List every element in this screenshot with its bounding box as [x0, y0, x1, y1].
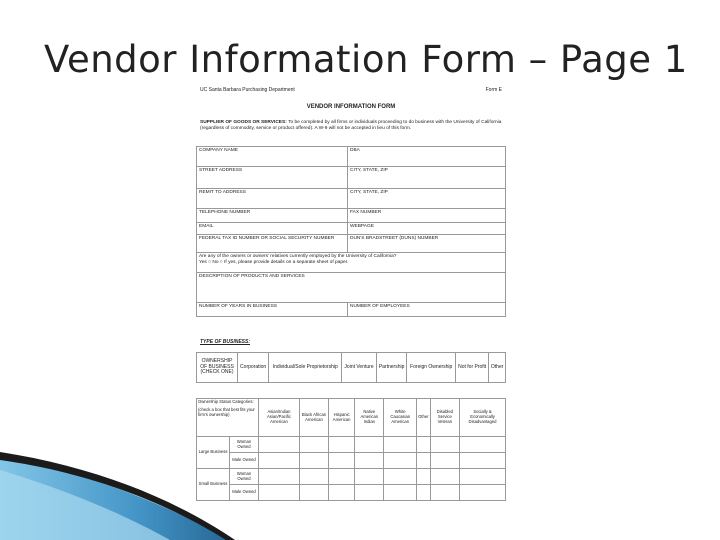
status-col-asian: Asian/Indian Asian/Pacific American: [259, 399, 300, 437]
header-form-id: Form E: [485, 87, 502, 93]
owners-answer-options[interactable]: Yes ○ No ○ If yes, please provide details on a separate sheet of paper.: [199, 259, 349, 265]
small-woman-owned: Woman Owned: [230, 469, 259, 485]
description-field[interactable]: DESCRIPTION OF PRODUCTS AND SERVICES: [197, 273, 506, 303]
street-address-field[interactable]: STREET ADDRESS: [197, 167, 348, 189]
owners-question-text: Are any of the owners or owners' relatives currently employed by the University of California?: [199, 254, 397, 259]
status-col-hispanic: Hispanic American: [328, 399, 354, 437]
duns-field[interactable]: DUN'S BRADSTREET (DUNS) NUMBER: [348, 235, 506, 253]
large-business-label: Large Business: [197, 437, 230, 469]
ownership-option-foreign[interactable]: Foreign Ownership: [407, 353, 456, 383]
status-col-disabled-veteran: Disabled Service Veteran: [430, 399, 459, 437]
email-field[interactable]: EMAIL: [197, 223, 348, 235]
years-in-business-field[interactable]: NUMBER OF YEARS IN BUSINESS: [197, 303, 348, 317]
ownership-option-other[interactable]: Other: [489, 353, 506, 383]
slide-title: Vendor Information Form – Page 1: [44, 38, 688, 81]
small-business-label: Small Business: [197, 469, 230, 501]
status-col-disadvantaged: Socially & Economically Disadvantaged: [460, 399, 506, 437]
remit-address-field[interactable]: REMIT TO ADDRESS: [197, 189, 348, 209]
type-of-business-label: TYPE OF BUSINESS:: [200, 339, 251, 345]
supplier-heading: SUPPLIER OF GOODS OR SERVICES:: [200, 120, 287, 125]
city-state-zip-field[interactable]: CITY, STATE, ZIP: [348, 167, 506, 189]
ownership-option-partnership[interactable]: Partnership: [376, 353, 407, 383]
ownership-option-nonprofit[interactable]: Not for Profit: [455, 353, 488, 383]
company-name-field[interactable]: COMPANY NAME: [197, 147, 348, 167]
status-col-white: White Caucasian American: [384, 399, 417, 437]
small-male-owned: Male Owned: [230, 485, 259, 501]
webpage-field[interactable]: WEBPAGE: [348, 223, 506, 235]
status-col-black: Black African American: [300, 399, 329, 437]
employees-field[interactable]: NUMBER OF EMPLOYEES: [348, 303, 506, 317]
status-col-native: Native American Indian: [355, 399, 384, 437]
large-male-owned: Male Owned: [230, 453, 259, 469]
ownership-option-sole-proprietorship[interactable]: Individual/Sole Proprietorship: [269, 353, 342, 383]
supplier-text: To be completed by all firms or individuals proceeding to do business with the University of California (regardless of commodity, service or product offered). A W-9 will not be accepted in lieu of this form.: [200, 120, 502, 131]
status-label: Ownership Status Categories:: [198, 399, 254, 404]
ownership-label: OWNERSHIP OF BUSINESS (CHECK ONE): [197, 353, 238, 383]
form-title: VENDOR INFORMATION FORM: [306, 104, 396, 110]
large-woman-owned: Woman Owned: [230, 437, 259, 453]
ownership-option-joint-venture[interactable]: Joint Venture: [342, 353, 377, 383]
dba-field[interactable]: DBA: [348, 147, 506, 167]
fax-field[interactable]: FAX NUMBER: [348, 209, 506, 223]
status-note: (check a box that best fits your firm's ownership): [198, 406, 255, 417]
header-department: UC Santa Barbara Purchasing Department: [200, 87, 295, 93]
ownership-option-corporation[interactable]: Corporation: [238, 353, 269, 383]
remit-city-state-zip-field[interactable]: CITY, STATE, ZIP: [348, 189, 506, 209]
telephone-field[interactable]: TELEPHONE NUMBER: [197, 209, 348, 223]
tax-id-field[interactable]: FEDERAL TAX ID NUMBER OR SOCIAL SECURITY NUMBER: [197, 235, 348, 253]
status-col-other: Other: [417, 399, 430, 437]
